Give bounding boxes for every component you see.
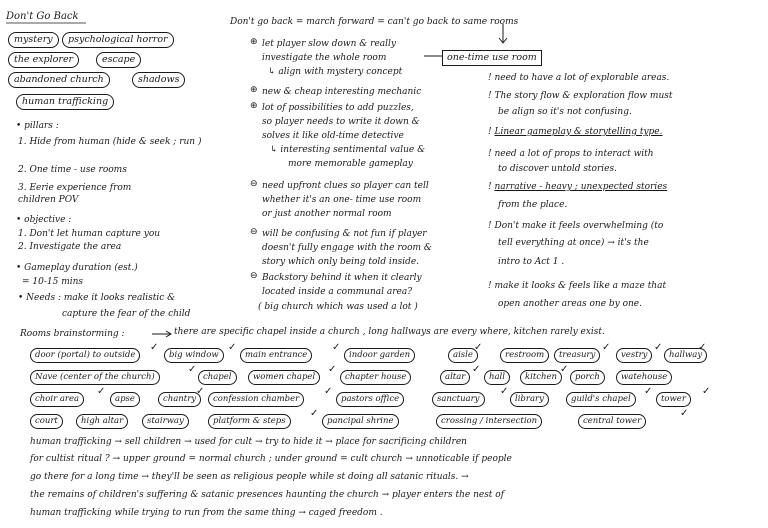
pillar-item: 3. Eerie experience from children POV: [18, 183, 132, 206]
objective-label: • objective :: [16, 215, 72, 225]
room-tag: tower: [656, 392, 691, 407]
room-tag: pastors office: [336, 392, 404, 407]
story-line: the remains of children's suffering & satanic presences haunting the church → player enters the nest of: [30, 490, 505, 500]
pillars-label: • pillars :: [16, 121, 59, 131]
tag-abandoned-church: abandoned church: [8, 72, 110, 88]
tag-shadows: shadows: [132, 72, 185, 88]
con-line: doesn't fully engage with the room &: [262, 243, 432, 253]
pro-line: new & cheap interesting mechanic: [262, 87, 422, 97]
checkmark-icon: ✓: [228, 342, 237, 353]
note-line: intro to Act 1 .: [498, 257, 565, 267]
pro-line: more memorable gameplay: [288, 159, 413, 169]
room-tag: kitchen: [520, 370, 562, 385]
room-tag: indoor garden: [344, 348, 415, 363]
room-tag: platform & steps: [208, 414, 291, 429]
pro-line: ↳ interesting sentimental value &: [270, 145, 426, 155]
pro-line: let player slow down & really: [262, 39, 396, 49]
room-tag: pancipal shrine: [322, 414, 399, 429]
note-line: ! narrative - heavy ; unexpected stories: [488, 182, 668, 192]
room-tag: porch: [570, 370, 605, 385]
tag-the-explorer: the explorer: [8, 52, 79, 68]
checkmark-icon: ✓: [560, 364, 569, 375]
con-line: whether it's an one- time use room: [262, 195, 422, 205]
story-line: for cultist ritual ? → upper ground = normal church ; under ground = cult church → unnoticable if people: [30, 454, 512, 464]
room-tag: watehouse: [616, 370, 672, 385]
note-line: ! make it looks & feels like a maze that: [488, 281, 667, 291]
objective-item: 1. Don't let human capture you: [18, 229, 161, 239]
pro-line: solves it like old-time detective: [262, 131, 404, 141]
tag-human-trafficking: human trafficking: [16, 94, 114, 110]
plus-icon: ⊕: [250, 37, 258, 47]
room-tag: confession chamber: [208, 392, 304, 407]
pillar-item: 1. Hide from human (hide & seek ; run ): [18, 137, 202, 147]
room-tag: sanctuary: [432, 392, 485, 407]
checkmark-icon: ✓: [500, 386, 509, 397]
pro-line: lot of possibilities to add puzzles,: [262, 103, 414, 113]
room-tag: court: [30, 414, 63, 429]
room-tag: big window: [164, 348, 224, 363]
note-line: ! Don't make it feels overwhelming (to: [488, 221, 664, 231]
room-tag: stairway: [142, 414, 189, 429]
room-tag: main entrance: [240, 348, 312, 363]
room-tag: chapter house: [340, 370, 411, 385]
room-tag: library: [510, 392, 549, 407]
con-line: or just another normal room: [262, 209, 392, 219]
con-line: located inside a communal area?: [262, 287, 413, 297]
objective-item: 2. Investigate the area: [18, 242, 122, 252]
note-line: tell everything at once) → it's the: [498, 238, 649, 248]
checkmark-icon: ✓: [328, 364, 337, 375]
room-tag: Nave (center of the church): [30, 370, 160, 385]
gameplay-duration-label: • Gameplay duration (est.): [16, 263, 138, 273]
minus-icon: ⊖: [250, 179, 258, 189]
needs-line: capture the fear of the child: [62, 309, 191, 319]
checkmark-icon: ✓: [97, 386, 106, 397]
note-line: ! Linear gameplay & storytelling type.: [488, 127, 663, 137]
room-tag: crossing / intersection: [436, 414, 542, 429]
checkmark-icon: ✓: [702, 386, 711, 397]
room-tag: chantry: [158, 392, 201, 407]
tag-mystery: mystery: [8, 32, 59, 48]
room-tag: altar: [440, 370, 470, 385]
story-line: human trafficking while trying to run from the same thing → caged freedom .: [30, 508, 383, 518]
page-title: Don't Go Back: [6, 11, 79, 22]
checkmark-icon: ✓: [196, 386, 205, 397]
checkmark-icon: ✓: [644, 386, 653, 397]
checkmark-icon: ✓: [602, 342, 611, 353]
checkmark-icon: ✓: [654, 342, 663, 353]
tag-escape: escape: [96, 52, 141, 68]
pro-line: investigate the whole room: [262, 53, 387, 63]
room-tag: aisle: [448, 348, 478, 363]
checkmark-icon: ✓: [310, 408, 319, 419]
checkmark-icon: ✓: [474, 342, 483, 353]
checkmark-icon: ✓: [332, 342, 341, 353]
room-tag: hall: [484, 370, 510, 385]
minus-icon: ⊖: [250, 227, 258, 237]
plus-icon: ⊕: [250, 101, 258, 111]
checkmark-icon: ✓: [472, 364, 481, 375]
room-tag: hallway: [664, 348, 707, 363]
center-heading: Don't go back = march forward = can't go back to same rooms: [230, 17, 519, 27]
room-tag: high altar: [76, 414, 128, 429]
note-line: be align so it's not confusing.: [498, 107, 632, 117]
room-tag: central tower: [578, 414, 646, 429]
checkmark-icon: ✓: [680, 408, 689, 419]
checkmark-icon: ✓: [150, 342, 159, 353]
note-line: from the place.: [498, 200, 568, 210]
room-tag: women chapel: [248, 370, 320, 385]
pillar-item: 2. One time - use rooms: [18, 165, 127, 175]
story-line: go there for a long time → they'll be seen as religious people while st doing all satanic rituals. →: [30, 472, 469, 482]
room-tag: apse: [110, 392, 140, 407]
con-line: story which only being told inside.: [262, 257, 420, 267]
room-tag: treasury: [554, 348, 600, 363]
note-line: open another areas one by one.: [498, 299, 642, 309]
minus-icon: ⊖: [250, 271, 258, 281]
gameplay-duration-value: = 10-15 mins: [22, 277, 84, 287]
note-line: to discover untold stories.: [498, 164, 617, 174]
pro-line: ↳ align with mystery concept: [268, 67, 403, 77]
room-tag: door (portal) to outside: [30, 348, 140, 363]
con-line: Backstory behind it when it clearly: [262, 273, 422, 283]
note-line: ! need a lot of props to interact with: [488, 149, 654, 159]
room-tag: chapel: [198, 370, 237, 385]
con-line: ( big church which was used a lot ): [258, 302, 418, 312]
room-tag: choir area: [30, 392, 84, 407]
note-line: ! need to have a lot of explorable areas.: [488, 73, 670, 83]
note-line: ! The story flow & exploration flow must: [488, 91, 673, 101]
tag-psychological-horror: psychological horror: [62, 32, 174, 48]
plus-icon: ⊕: [250, 85, 258, 95]
room-tag: guild's chapel: [566, 392, 636, 407]
pro-line: so player needs to write it down &: [262, 117, 420, 127]
one-time-use-room-box: one-time use room: [442, 50, 542, 66]
room-tag: restroom: [500, 348, 549, 363]
con-line: need upfront clues so player can tell: [262, 181, 429, 191]
checkmark-icon: ✓: [324, 386, 333, 397]
story-line: human trafficking → sell children → used for cult → try to hide it → place for sacrificing children: [30, 437, 467, 447]
room-tag: vestry: [616, 348, 652, 363]
checkmark-icon: ✓: [188, 364, 197, 375]
needs-line: • Needs : make it looks realistic &: [18, 293, 176, 303]
rooms-note: there are specific chapel inside a church , long hallways are every where, kitchen rarely exist.: [174, 327, 605, 337]
checkmark-icon: ✓: [698, 342, 707, 353]
con-line: will be confusing & not fun if player: [262, 229, 427, 239]
rooms-header: Rooms brainstorming :: [20, 329, 125, 339]
